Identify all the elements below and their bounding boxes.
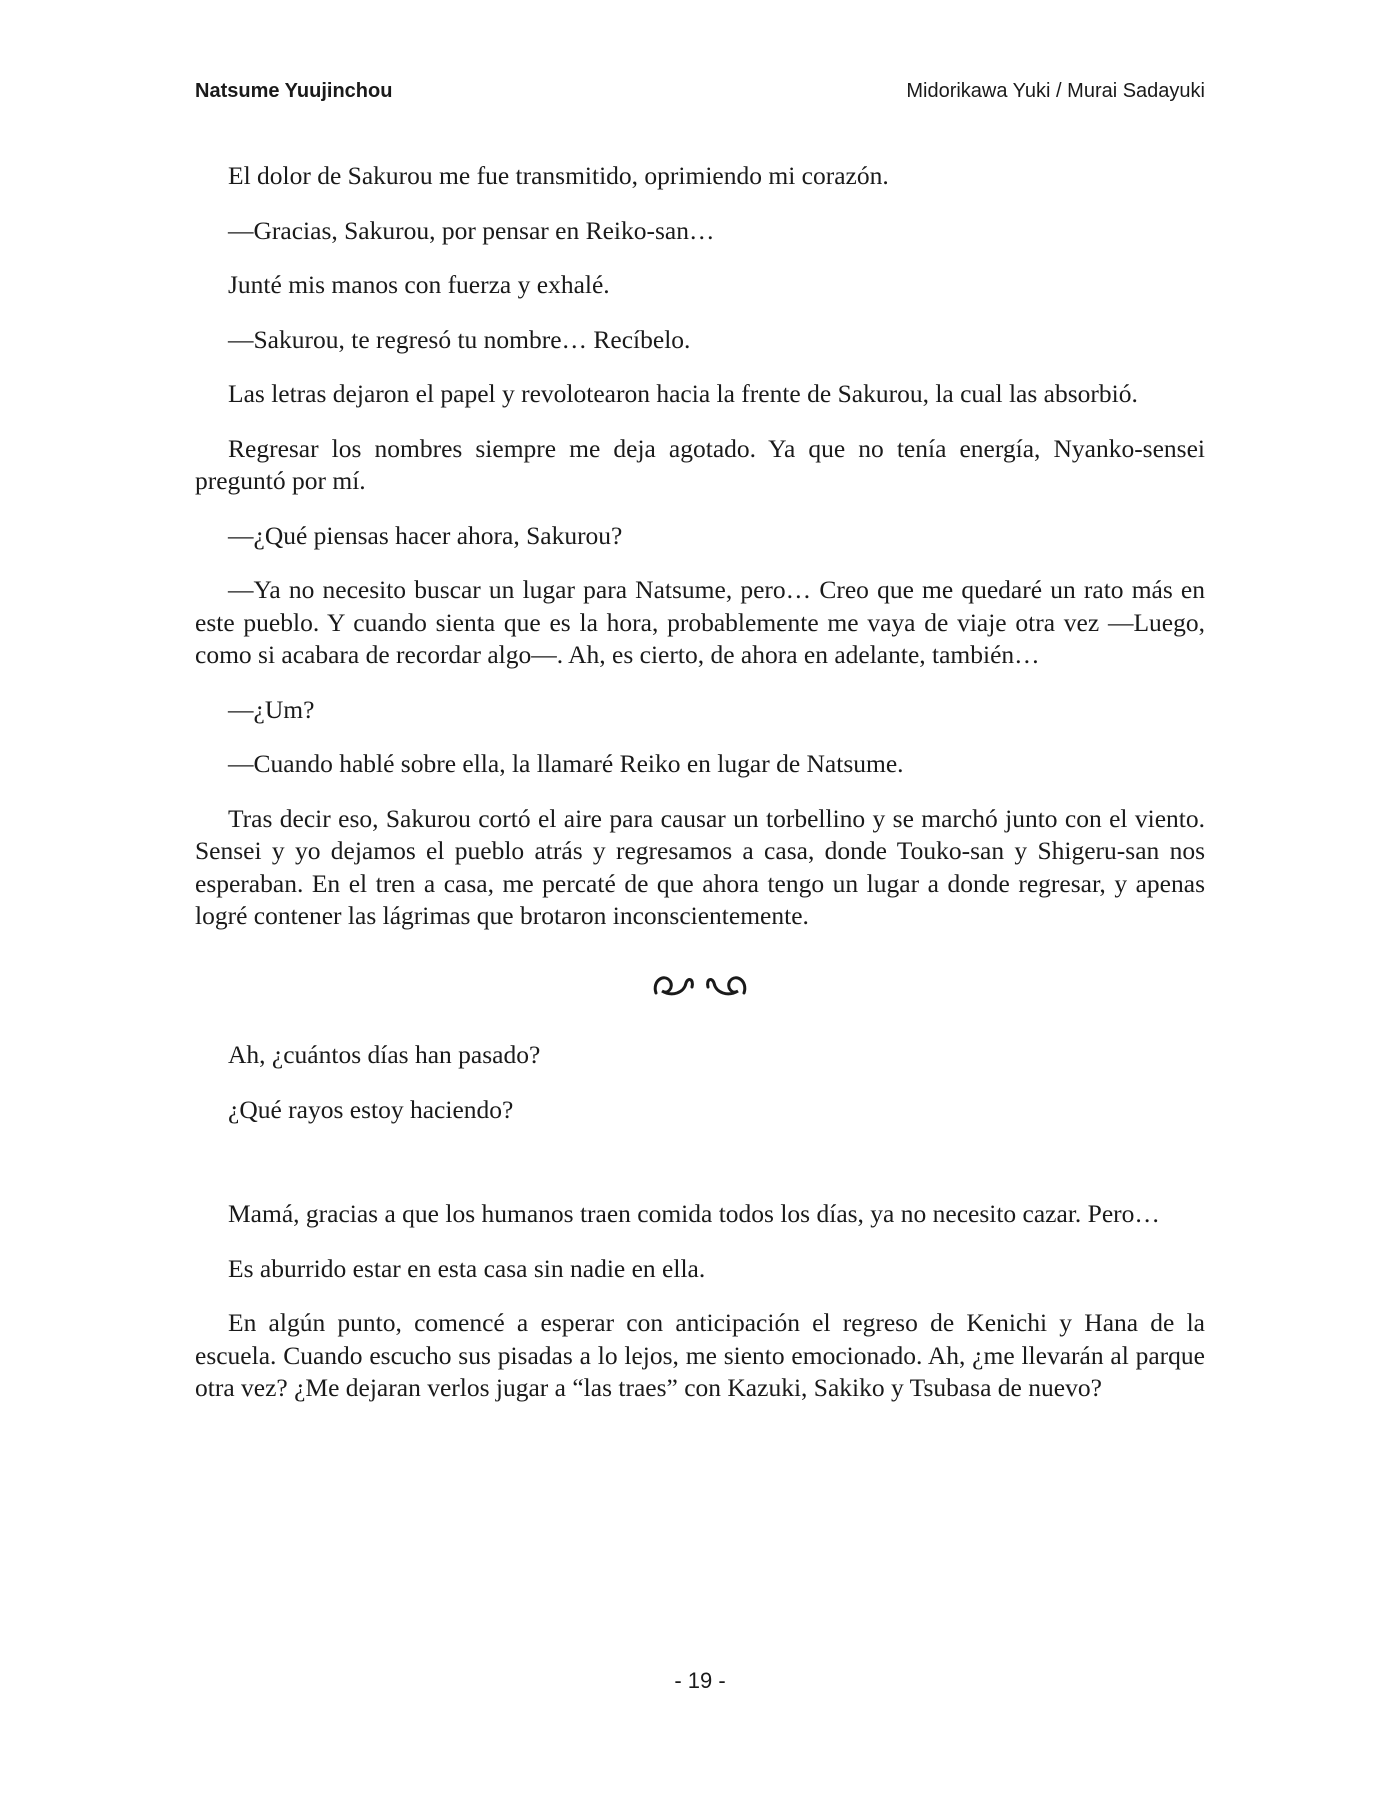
- paragraph: —¿Qué piensas hacer ahora, Sakurou?: [228, 520, 623, 550]
- paragraph: En algún punto, comencé a esperar con anticipación el regreso de Kenichi y Hana de la escuela. Cuando escucho sus pisadas a lo lejos, me siento emocionado. Ah, ¿me llevarán al parque otra vez? ¿Me dejaran verlos jugar a “las traes” con Kazuki, Sakiko y Tsubasa de nuevo?: [195, 1308, 1205, 1402]
- page-number: - 19 -: [674, 1668, 726, 1693]
- paragraph: —¿Um?: [228, 694, 315, 724]
- paragraph: —Cuando hablé sobre ella, la llamaré Reiko en lugar de Natsume.: [228, 749, 904, 778]
- paragraph: —Gracias, Sakurou, por pensar en Reiko-san…: [228, 215, 715, 245]
- section-break-ornament: [195, 967, 1205, 1010]
- paragraph: Las letras dejaron el papel y revolotearon hacia la frente de Sakurou, la cual las absorbió.: [228, 379, 1138, 408]
- paragraph: Tras decir eso, Sakurou cortó el aire para causar un torbellino y se marchó junto con el viento. Sensei y yo dejamos el pueblo atrás y regresamos a casa, donde Touko-san y Shigeru-san nos esperaban. En el tren a casa, me percaté de que ahora tengo un lugar a donde regresar, y apenas logré contener las lágrimas que brotaron inconscientemente.: [195, 803, 1205, 930]
- paragraph: Regresar los nombres siempre me deja agotado. Ya que no tenía energía, Nyanko-sensei preguntó por mí.: [195, 433, 1205, 495]
- paragraph: Ah, ¿cuántos días han pasado?: [228, 1040, 541, 1069]
- paragraph: Es aburrido estar en esta casa sin nadie en ella.: [228, 1253, 706, 1283]
- book-title: Natsume Yuujinchou: [195, 80, 393, 102]
- blank-space: [195, 1148, 1205, 1198]
- paragraph: Junté mis manos con fuerza y exhalé.: [228, 270, 610, 299]
- running-header: [195, 80, 1205, 110]
- book-authors: Midorikawa Yuki / Murai Sadayuki: [906, 80, 1205, 102]
- paragraph: ¿Qué rayos estoy haciendo?: [228, 1094, 514, 1124]
- paragraph: El dolor de Sakurou me fue transmitido, oprimiendo mi corazón.: [228, 161, 889, 190]
- page-body: [195, 160, 1205, 1427]
- paragraph: Mamá, gracias a que los humanos traen comida todos los días, ya no necesito cazar. Pero…: [228, 1199, 1160, 1228]
- paragraph: —Sakurou, te regresó tu nombre… Recíbelo.: [228, 324, 691, 354]
- ornament-icon: [650, 967, 750, 1003]
- paragraph: —Ya no necesito buscar un lugar para Natsume, pero… Creo que me quedaré un rato más en este pueblo. Y cuando sienta que es la hora, probablemente me vaya de viaje otra vez —Luego, como si acabara de recordar algo—. Ah, es cierto, de ahora en adelante, también…: [195, 575, 1205, 669]
